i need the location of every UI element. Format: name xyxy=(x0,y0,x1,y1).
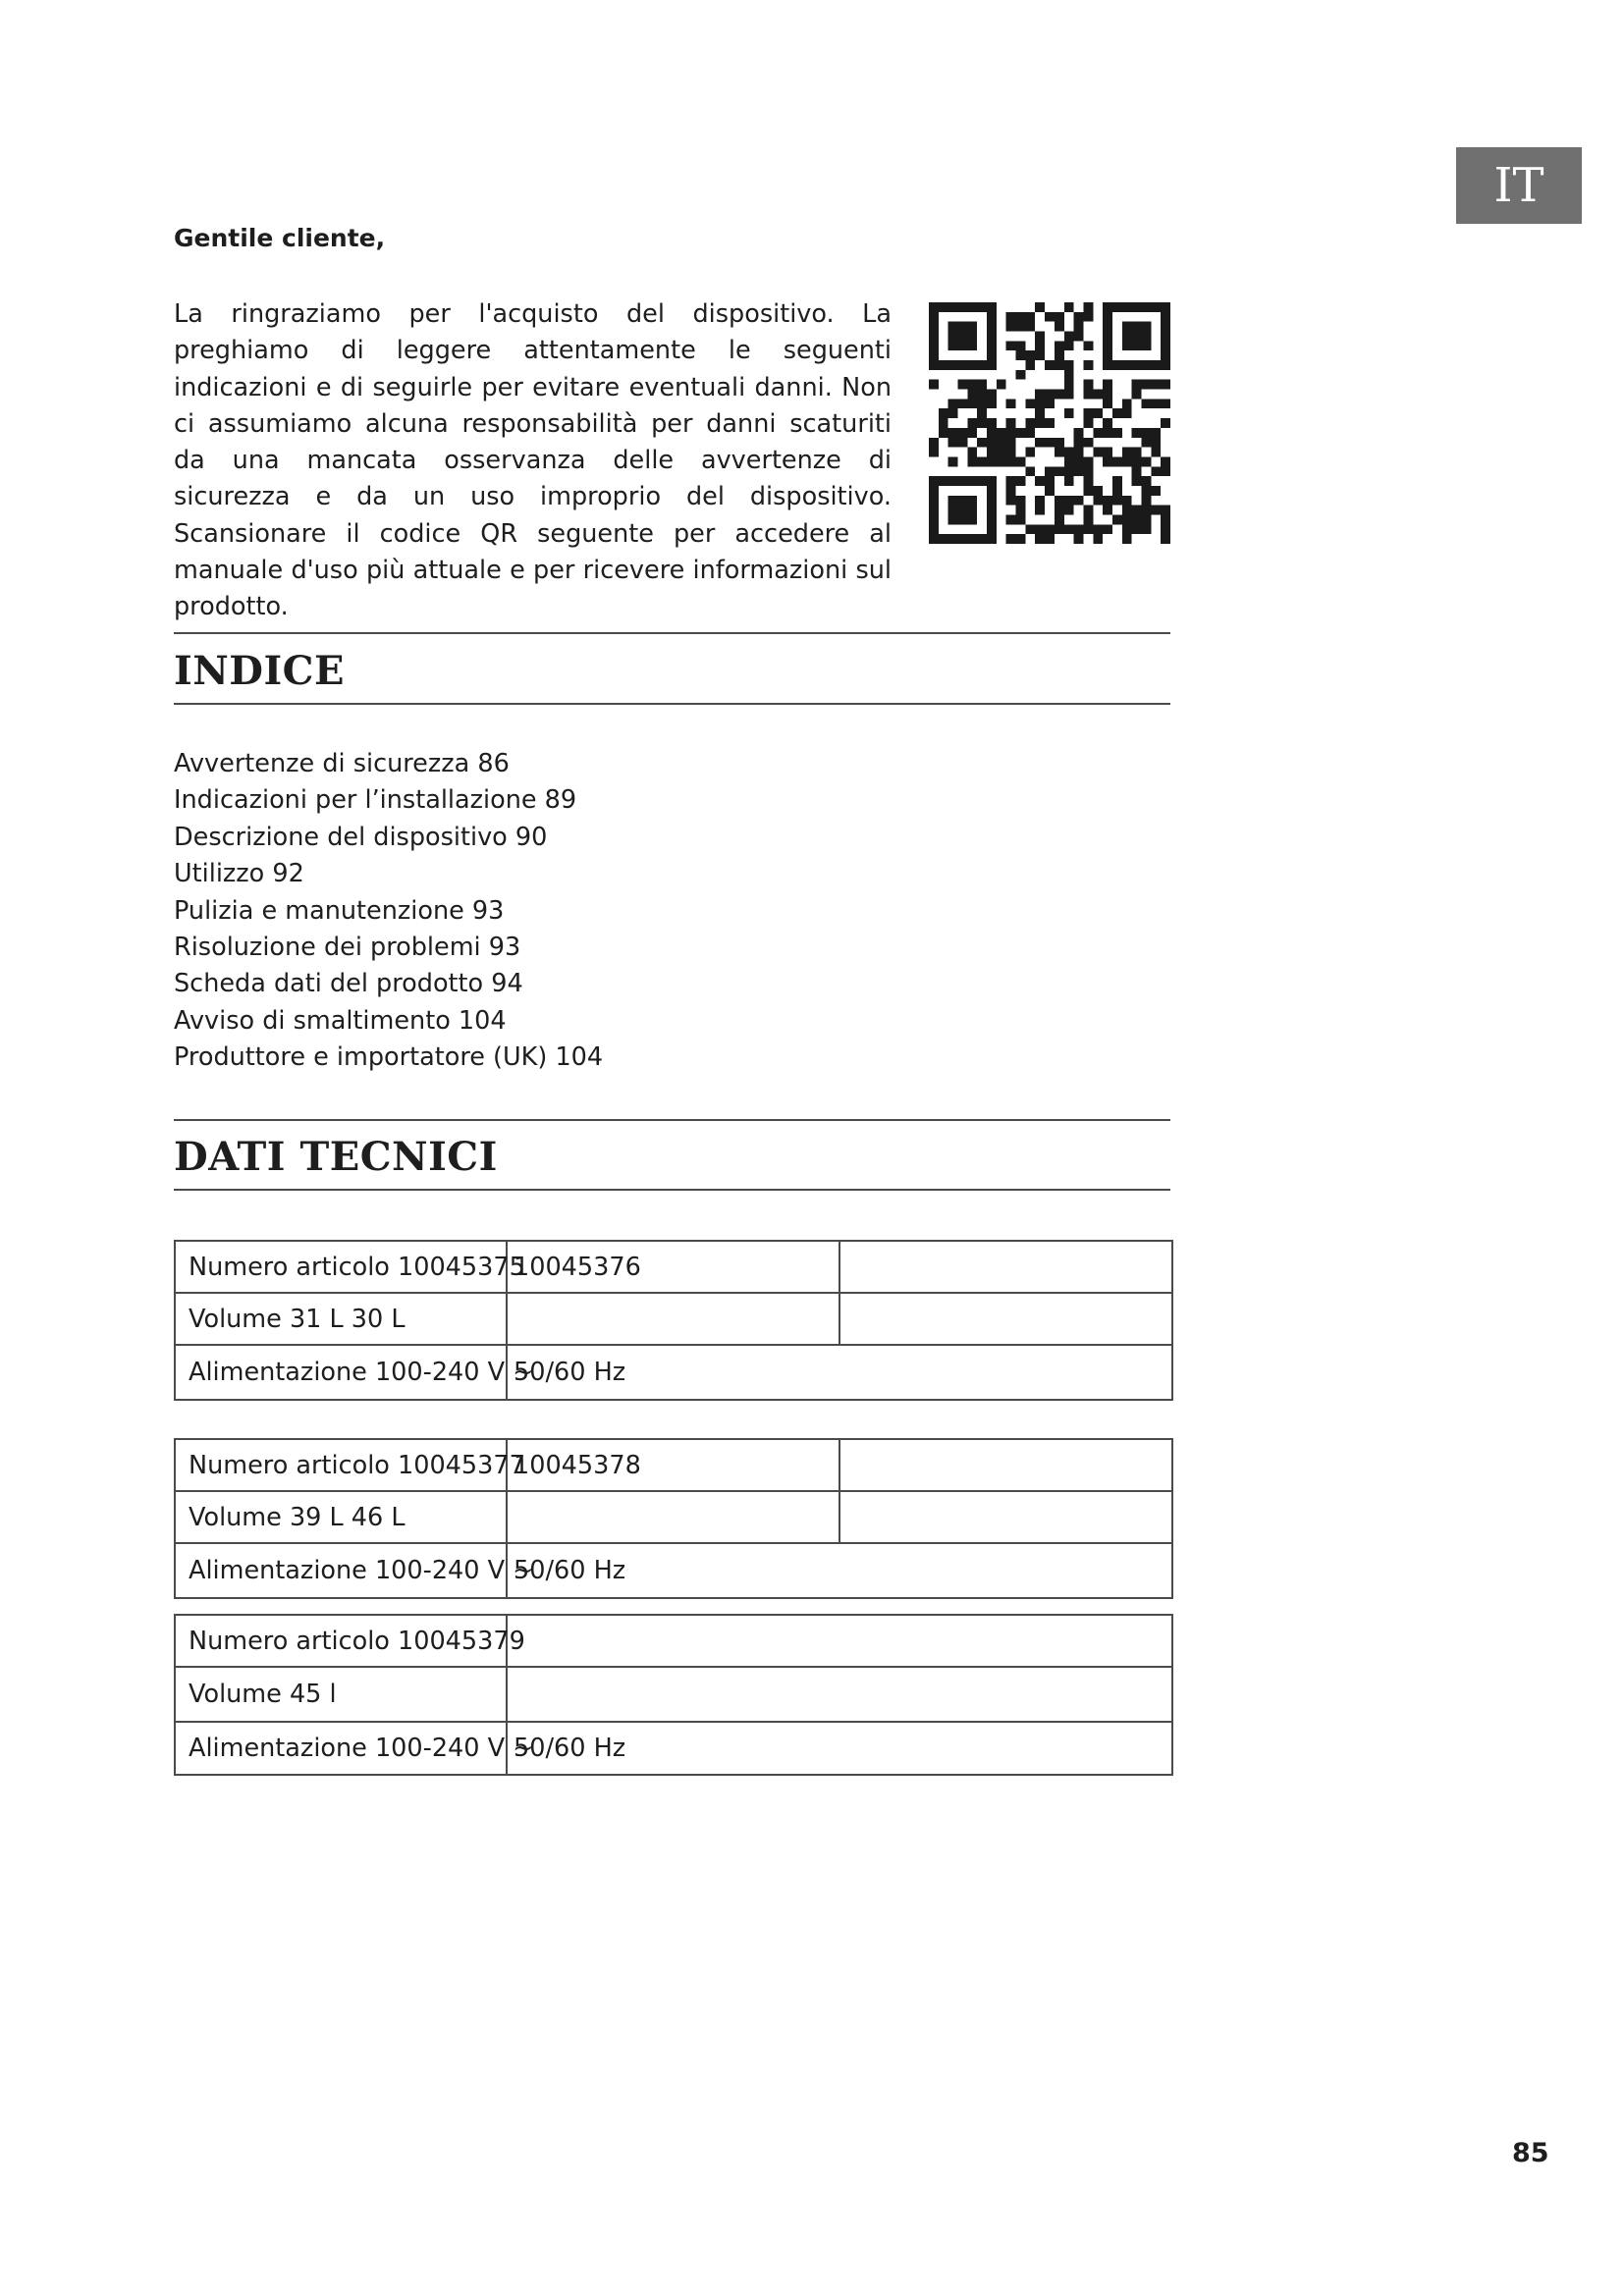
article-label: Numero articolo 10045375 xyxy=(175,1241,507,1293)
divider xyxy=(174,703,1170,705)
table-row xyxy=(175,1293,1172,1345)
table-row xyxy=(175,1345,1172,1400)
toc-item[interactable]: Avviso di smaltimento 104 xyxy=(174,1005,507,1036)
toc-item[interactable]: Risoluzione dei problemi 93 xyxy=(174,933,521,963)
toc-item[interactable]: Avvertenze di sicurezza 86 xyxy=(174,749,510,778)
table-row xyxy=(175,1241,1172,1293)
divider xyxy=(174,632,1170,634)
power-value: 50/60 Hz xyxy=(507,1722,1172,1775)
divider xyxy=(174,1119,1170,1121)
article-label: Numero articolo 10045377 xyxy=(175,1439,507,1491)
empty-cell xyxy=(507,1491,839,1543)
table-of-contents xyxy=(174,746,603,1077)
empty-cell xyxy=(507,1667,1172,1722)
table-row xyxy=(175,1667,1172,1722)
article-value: 10045376 xyxy=(507,1241,839,1293)
empty-cell xyxy=(839,1439,1172,1491)
empty-cell xyxy=(839,1491,1172,1543)
volume-label: Volume 31 L 30 L xyxy=(175,1293,507,1345)
toc-item[interactable]: Utilizzo 92 xyxy=(174,859,304,889)
article-label: Numero articolo 10045379 xyxy=(175,1615,507,1667)
toc-item[interactable]: Indicazioni per l’installazione 89 xyxy=(174,785,577,816)
table-row xyxy=(175,1491,1172,1543)
empty-cell xyxy=(839,1241,1172,1293)
table-row xyxy=(175,1615,1172,1667)
volume-label: Volume 39 L 46 L xyxy=(175,1491,507,1543)
intro-paragraph: La ringraziamo per l'acquisto del dispositivo. La preghiamo di leggere attentamente le seguenti indicazioni e di seguirle per evitare eventuali danni. Non ci assumiamo alcuna responsabilità per danni scaturiti da una mancata osservanza delle avvertenze di sicurezza e da un uso improprio del dispositivo. Scansionare il codice QR seguente per accedere al manuale d'uso più attuale e per ricevere informazioni sul prodotto. xyxy=(174,299,892,622)
toc-item[interactable]: Pulizia e manutenzione 93 xyxy=(174,895,505,926)
toc-item[interactable]: Produttore e importatore (UK) 104 xyxy=(174,1042,604,1073)
table-row xyxy=(175,1722,1172,1775)
volume-label: Volume 45 l xyxy=(175,1667,507,1722)
toc-item[interactable]: Scheda dati del prodotto 94 xyxy=(174,969,523,999)
spec-table xyxy=(174,1438,1173,1599)
table-row xyxy=(175,1439,1172,1491)
empty-cell xyxy=(839,1293,1172,1345)
spec-table xyxy=(174,1614,1173,1776)
empty-cell xyxy=(507,1615,1172,1667)
tech-data-title: DATI TECNICI xyxy=(174,1134,498,1180)
power-value: 50/60 Hz xyxy=(507,1345,1172,1400)
divider xyxy=(174,1189,1170,1191)
qr-code-icon[interactable] xyxy=(929,302,1170,544)
spec-table xyxy=(174,1240,1173,1401)
index-title: INDICE xyxy=(174,648,345,694)
greeting: Gentile cliente, xyxy=(174,224,386,252)
language-tab: IT xyxy=(1456,147,1582,224)
power-label: Alimentazione 100-240 V ~ xyxy=(175,1722,507,1775)
table-row xyxy=(175,1543,1172,1598)
power-label: Alimentazione 100-240 V ~ xyxy=(175,1543,507,1598)
article-value: 10045378 xyxy=(507,1439,839,1491)
power-label: Alimentazione 100-240 V ~ xyxy=(175,1345,507,1400)
page-number: 85 xyxy=(1512,2138,1549,2168)
power-value: 50/60 Hz xyxy=(507,1543,1172,1598)
toc-item[interactable]: Descrizione del dispositivo 90 xyxy=(174,822,548,852)
empty-cell xyxy=(507,1293,839,1345)
